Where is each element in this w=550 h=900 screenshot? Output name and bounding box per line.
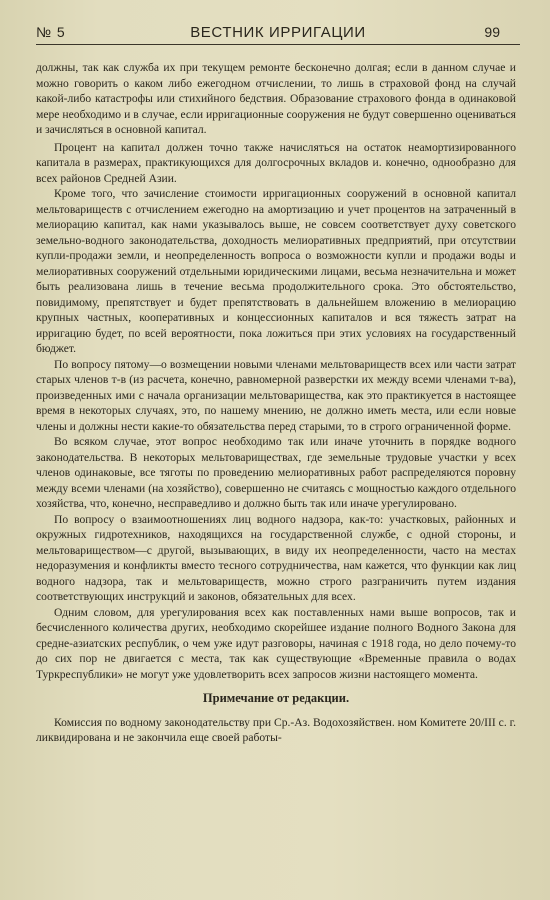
paragraph-question-five: По вопросу пятому—о возмещении новыми членами мельтовариществ всех или части затрат старых членов т-в (из расчета, конечно, равномерной разверстки их между всеми членами т-ва), произведенных ими с начала организации мельтоварищества, как это практикуется в настоящее время в некоторых случаях, это, по нашему мнению, не должно иметь места, или если новые члены и должны нести какие-то обязательства перед старыми, то в строго ограниченной форме. — [36, 357, 516, 433]
article-body — [36, 60, 516, 746]
paragraph-interest: Процент на капитал должен точно также начисляться на остаток неамортизированного капитала в размерах, практикующихся для долгосрочных вкладов и. конечно, однообразно для всех районов Средней Азии. — [36, 140, 516, 185]
paragraph-capital: Кроме того, что зачисление стоимости ирригационных сооружений в основной капитал мельтовариществ с отчислением ежегодно на амортизацию и учет процентов на затраченный в мелиорацию капитал, как нами указывалось выше, не совсем соответствует духу советского земельно-водного законодательства, доходность мелиоративных предприятий, при отсутствии купли-продажи земли, и неопределенность вопроса о возможности купли и продажи воды и мелиоративных сооружений отдельными юридическими лицами, весьма незначительна и может быть реализована лишь в течение весьма продолжительного срока. Это обстоятельство, повидимому, препятствует и будет препятствовать в дальнейшем вложению в мелиорацию крупных частных, кооперативных и концессионных капиталов и вся тяжесть затрат на ирригацию будет, по всей вероятности, пока ложиться при этих условиях на государственный бюджет. — [36, 187, 516, 355]
running-header — [36, 22, 520, 45]
paragraph-conclusion: Одним словом, для урегулирования всех как поставленных нами выше вопросов, так и бесчисленного количества других, необходимо скорейшее издание полного Водного Закона для средне-азиатских республик, о чем уже идут разговоры, начиная с 1918 года, но дело почему-то до сих пор не двигается с места, так как существующие «Временные правила о водах Туркреспублики» не могут уже удовлетворить всех запросов жизни настоящего момента. — [36, 605, 516, 681]
paragraph-water-supervision: По вопросу о взаимоотношениях лиц водного надзора, как-то: участковых, районных и окружных гидротехников, находящихся на государственной службе, с одной стороны, и мельтовариществом—с другой, вызывающих, в виду их неопределенности, часто на местах недоразумения и конфликты вместо тесного сотрудничества, нам кажется, что функции как лиц водного надзора, так и мельтовариществ, можно строго разграничить путем издания соответствующих инструкций и законов, обязательных для всех. — [36, 512, 516, 603]
paragraph-continued: должны, так как служба их при текущем ремонте бесконечно долгая; если в данном случае и можно говорить о каком либо ежегодном отчислении, то лишь в страховой фонд на случай какой-либо катастрофы или стихийного бедствия. Образование страхового фонда в одинаковой мере необходимо и в случае, если ирригационные сооружения не будут совершенно оцениваться и зачисляться в основной капитал. — [36, 61, 516, 136]
journal-title: ВЕСТНИК ИРРИГАЦИИ — [190, 24, 366, 41]
editorial-note-title: Примечание от редакции. — [202, 691, 350, 705]
issue-number: № 5 — [36, 24, 66, 40]
editorial-note-text: Комиссия по водному законодательству при Ср.-Аз. Водохозяйствен. ном Комитете 20/III с. г. ликвидирована и не закончила еще своей работы- — [36, 715, 516, 744]
paragraph-legislation: Во всяком случае, этот вопрос необходимо так или иначе уточнить в порядке водного законодательства. В некоторых мельтовариществах, где земельные трудовые участки у всех членов одинаковые, все тяготы по проведению мелиоративных работ распределяются поровну между всеми членами (на хозяйство), совершенно не считаясь с мощностью каждого отдельного хозяйства, что, конечно, несправедливо и должно быть так или иначе урегулировано. — [36, 435, 516, 510]
page-number: 99 — [484, 24, 500, 40]
